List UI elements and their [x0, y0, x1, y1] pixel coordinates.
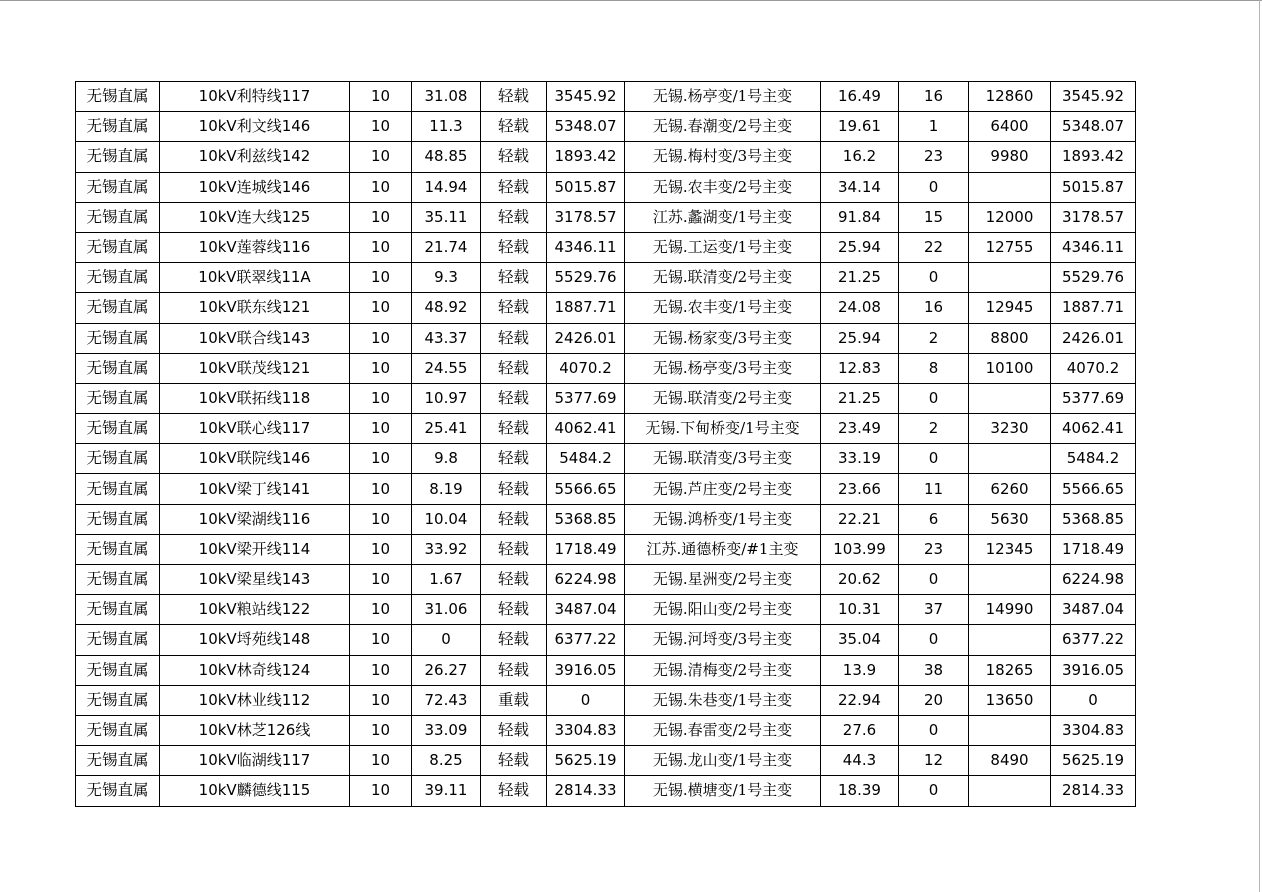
- org-cell: 无锡直属: [76, 293, 160, 323]
- capacity-cell: 5348.07: [547, 112, 625, 142]
- available-capacity-cell: 0: [1051, 685, 1136, 715]
- transformer-rate-cell: 13.9: [821, 655, 899, 685]
- load-rate-cell: 25.41: [412, 414, 481, 444]
- voltage-cell: 10: [350, 685, 412, 715]
- load-status-cell: 轻载: [481, 565, 547, 595]
- line-name-cell: 10kV利文线146: [160, 112, 350, 142]
- count-cell: 6: [899, 504, 969, 534]
- count-cell: 20: [899, 685, 969, 715]
- line-name-cell: 10kV连城线146: [160, 172, 350, 202]
- load-rate-cell: 10.97: [412, 383, 481, 413]
- line-name-cell: 10kV利兹线142: [160, 142, 350, 172]
- org-cell: 无锡直属: [76, 776, 160, 806]
- load-status-cell: 轻载: [481, 474, 547, 504]
- substation-cell: 无锡.龙山变/1号主变: [625, 746, 821, 776]
- capacity-cell: 3487.04: [547, 595, 625, 625]
- voltage-cell: 10: [350, 625, 412, 655]
- installed-capacity-cell: 12860: [969, 82, 1051, 112]
- load-rate-cell: 9.8: [412, 444, 481, 474]
- load-rate-cell: 14.94: [412, 172, 481, 202]
- capacity-cell: 4346.11: [547, 232, 625, 262]
- line-name-cell: 10kV梁开线114: [160, 534, 350, 564]
- substation-cell: 无锡.朱巷变/1号主变: [625, 685, 821, 715]
- load-rate-cell: 21.74: [412, 232, 481, 262]
- line-name-cell: 10kV联院线146: [160, 444, 350, 474]
- transformer-rate-cell: 12.83: [821, 353, 899, 383]
- line-name-cell: 10kV粮站线122: [160, 595, 350, 625]
- capacity-cell: 2814.33: [547, 776, 625, 806]
- load-status-cell: 轻载: [481, 414, 547, 444]
- count-cell: 11: [899, 474, 969, 504]
- available-capacity-cell: 3178.57: [1051, 202, 1136, 232]
- available-capacity-cell: 4346.11: [1051, 232, 1136, 262]
- installed-capacity-cell: [969, 625, 1051, 655]
- count-cell: 0: [899, 715, 969, 745]
- transformer-rate-cell: 21.25: [821, 263, 899, 293]
- voltage-cell: 10: [350, 715, 412, 745]
- load-rate-cell: 39.11: [412, 776, 481, 806]
- installed-capacity-cell: 12755: [969, 232, 1051, 262]
- installed-capacity-cell: 12000: [969, 202, 1051, 232]
- installed-capacity-cell: 14990: [969, 595, 1051, 625]
- load-status-cell: 轻载: [481, 444, 547, 474]
- table-row: [76, 715, 1136, 745]
- voltage-cell: 10: [350, 82, 412, 112]
- installed-capacity-cell: 6400: [969, 112, 1051, 142]
- capacity-cell: 4062.41: [547, 414, 625, 444]
- available-capacity-cell: 5377.69: [1051, 383, 1136, 413]
- load-rate-cell: 26.27: [412, 655, 481, 685]
- substation-cell: 无锡.联清变/3号主变: [625, 444, 821, 474]
- load-status-cell: 轻载: [481, 232, 547, 262]
- count-cell: 16: [899, 293, 969, 323]
- substation-cell: 江苏.蠡湖变/1号主变: [625, 202, 821, 232]
- line-name-cell: 10kV连大线125: [160, 202, 350, 232]
- capacity-cell: 5377.69: [547, 383, 625, 413]
- transformer-rate-cell: 22.21: [821, 504, 899, 534]
- load-status-cell: 轻载: [481, 323, 547, 353]
- count-cell: 2: [899, 414, 969, 444]
- line-name-cell: 10kV利特线117: [160, 82, 350, 112]
- transformer-rate-cell: 10.31: [821, 595, 899, 625]
- table-row: [76, 444, 1136, 474]
- capacity-cell: 3178.57: [547, 202, 625, 232]
- line-name-cell: 10kV梁湖线116: [160, 504, 350, 534]
- table-row: [76, 655, 1136, 685]
- line-name-cell: 10kV联茂线121: [160, 353, 350, 383]
- count-cell: 23: [899, 534, 969, 564]
- voltage-cell: 10: [350, 112, 412, 142]
- voltage-cell: 10: [350, 142, 412, 172]
- line-name-cell: 10kV埒苑线148: [160, 625, 350, 655]
- load-rate-cell: 8.19: [412, 474, 481, 504]
- load-rate-cell: 24.55: [412, 353, 481, 383]
- substation-cell: 无锡.阳山变/2号主变: [625, 595, 821, 625]
- voltage-cell: 10: [350, 444, 412, 474]
- available-capacity-cell: 2426.01: [1051, 323, 1136, 353]
- transformer-rate-cell: 35.04: [821, 625, 899, 655]
- voltage-cell: 10: [350, 776, 412, 806]
- available-capacity-cell: 5015.87: [1051, 172, 1136, 202]
- substation-cell: 无锡.杨家变/3号主变: [625, 323, 821, 353]
- org-cell: 无锡直属: [76, 565, 160, 595]
- substation-cell: 无锡.联清变/2号主变: [625, 383, 821, 413]
- voltage-cell: 10: [350, 655, 412, 685]
- available-capacity-cell: 1887.71: [1051, 293, 1136, 323]
- page-right-border: [1259, 0, 1260, 892]
- org-cell: 无锡直属: [76, 534, 160, 564]
- load-status-cell: 轻载: [481, 82, 547, 112]
- substation-cell: 无锡.工运变/1号主变: [625, 232, 821, 262]
- installed-capacity-cell: [969, 172, 1051, 202]
- load-rate-cell: 48.92: [412, 293, 481, 323]
- substation-cell: 无锡.春雷变/2号主变: [625, 715, 821, 745]
- load-rate-cell: 33.09: [412, 715, 481, 745]
- substation-cell: 无锡.芦庄变/2号主变: [625, 474, 821, 504]
- org-cell: 无锡直属: [76, 474, 160, 504]
- transformer-rate-cell: 33.19: [821, 444, 899, 474]
- voltage-cell: 10: [350, 504, 412, 534]
- count-cell: 8: [899, 353, 969, 383]
- capacity-cell: 6377.22: [547, 625, 625, 655]
- table-row: [76, 625, 1136, 655]
- table-row: [76, 142, 1136, 172]
- load-rate-cell: 8.25: [412, 746, 481, 776]
- available-capacity-cell: 3487.04: [1051, 595, 1136, 625]
- table-row: [76, 414, 1136, 444]
- load-status-cell: 轻载: [481, 776, 547, 806]
- substation-cell: 无锡.下甸桥变/1号主变: [625, 414, 821, 444]
- count-cell: 0: [899, 625, 969, 655]
- transformer-rate-cell: 91.84: [821, 202, 899, 232]
- available-capacity-cell: 6377.22: [1051, 625, 1136, 655]
- load-status-cell: 轻载: [481, 595, 547, 625]
- load-rate-cell: 0: [412, 625, 481, 655]
- available-capacity-cell: 3304.83: [1051, 715, 1136, 745]
- org-cell: 无锡直属: [76, 655, 160, 685]
- table-row: [76, 293, 1136, 323]
- table-row: [76, 746, 1136, 776]
- table-row: [76, 232, 1136, 262]
- table-row: [76, 172, 1136, 202]
- org-cell: 无锡直属: [76, 82, 160, 112]
- table-row: [76, 323, 1136, 353]
- org-cell: 无锡直属: [76, 142, 160, 172]
- voltage-cell: 10: [350, 595, 412, 625]
- available-capacity-cell: 5566.65: [1051, 474, 1136, 504]
- transformer-rate-cell: 34.14: [821, 172, 899, 202]
- transformer-rate-cell: 20.62: [821, 565, 899, 595]
- installed-capacity-cell: 12345: [969, 534, 1051, 564]
- transformer-rate-cell: 25.94: [821, 232, 899, 262]
- line-name-cell: 10kV联东线121: [160, 293, 350, 323]
- line-name-cell: 10kV联合线143: [160, 323, 350, 353]
- substation-cell: 无锡.河埒变/3号主变: [625, 625, 821, 655]
- load-status-cell: 轻载: [481, 293, 547, 323]
- org-cell: 无锡直属: [76, 263, 160, 293]
- load-status-cell: 轻载: [481, 353, 547, 383]
- table-row: [76, 504, 1136, 534]
- transformer-rate-cell: 25.94: [821, 323, 899, 353]
- installed-capacity-cell: 3230: [969, 414, 1051, 444]
- capacity-cell: 0: [547, 685, 625, 715]
- capacity-cell: 3916.05: [547, 655, 625, 685]
- available-capacity-cell: 5368.85: [1051, 504, 1136, 534]
- available-capacity-cell: 5625.19: [1051, 746, 1136, 776]
- voltage-cell: 10: [350, 474, 412, 504]
- transformer-rate-cell: 18.39: [821, 776, 899, 806]
- org-cell: 无锡直属: [76, 625, 160, 655]
- installed-capacity-cell: 8800: [969, 323, 1051, 353]
- count-cell: 38: [899, 655, 969, 685]
- load-status-cell: 轻载: [481, 655, 547, 685]
- capacity-cell: 5625.19: [547, 746, 625, 776]
- count-cell: 0: [899, 776, 969, 806]
- transformer-rate-cell: 21.25: [821, 383, 899, 413]
- table-row: [76, 474, 1136, 504]
- line-name-cell: 10kV联拓线118: [160, 383, 350, 413]
- capacity-cell: 1718.49: [547, 534, 625, 564]
- available-capacity-cell: 1893.42: [1051, 142, 1136, 172]
- transformer-rate-cell: 23.49: [821, 414, 899, 444]
- line-name-cell: 10kV梁星线143: [160, 565, 350, 595]
- transformer-rate-cell: 16.2: [821, 142, 899, 172]
- feeder-load-table: [75, 81, 1136, 807]
- voltage-cell: 10: [350, 746, 412, 776]
- substation-cell: 无锡.杨亭变/1号主变: [625, 82, 821, 112]
- load-rate-cell: 72.43: [412, 685, 481, 715]
- substation-cell: 无锡.联清变/2号主变: [625, 263, 821, 293]
- load-status-cell: 轻载: [481, 112, 547, 142]
- substation-cell: 无锡.农丰变/1号主变: [625, 293, 821, 323]
- available-capacity-cell: 3916.05: [1051, 655, 1136, 685]
- load-status-cell: 轻载: [481, 383, 547, 413]
- capacity-cell: 2426.01: [547, 323, 625, 353]
- voltage-cell: 10: [350, 232, 412, 262]
- load-rate-cell: 10.04: [412, 504, 481, 534]
- org-cell: 无锡直属: [76, 202, 160, 232]
- org-cell: 无锡直属: [76, 444, 160, 474]
- substation-cell: 无锡.鸿桥变/1号主变: [625, 504, 821, 534]
- count-cell: 16: [899, 82, 969, 112]
- count-cell: 1: [899, 112, 969, 142]
- count-cell: 0: [899, 172, 969, 202]
- table-row: [76, 383, 1136, 413]
- table-row: [76, 685, 1136, 715]
- load-status-cell: 轻载: [481, 202, 547, 232]
- transformer-rate-cell: 19.61: [821, 112, 899, 142]
- table-row: [76, 565, 1136, 595]
- available-capacity-cell: 4070.2: [1051, 353, 1136, 383]
- installed-capacity-cell: 10100: [969, 353, 1051, 383]
- available-capacity-cell: 2814.33: [1051, 776, 1136, 806]
- line-name-cell: 10kV林奇线124: [160, 655, 350, 685]
- load-status-cell: 轻载: [481, 504, 547, 534]
- org-cell: 无锡直属: [76, 383, 160, 413]
- line-name-cell: 10kV林业线112: [160, 685, 350, 715]
- available-capacity-cell: 5348.07: [1051, 112, 1136, 142]
- installed-capacity-cell: 5630: [969, 504, 1051, 534]
- org-cell: 无锡直属: [76, 715, 160, 745]
- voltage-cell: 10: [350, 202, 412, 232]
- substation-cell: 无锡.农丰变/2号主变: [625, 172, 821, 202]
- table-row: [76, 82, 1136, 112]
- table-row: [76, 202, 1136, 232]
- count-cell: 37: [899, 595, 969, 625]
- installed-capacity-cell: [969, 444, 1051, 474]
- line-name-cell: 10kV梁丁线141: [160, 474, 350, 504]
- org-cell: 无锡直属: [76, 172, 160, 202]
- org-cell: 无锡直属: [76, 414, 160, 444]
- transformer-rate-cell: 23.66: [821, 474, 899, 504]
- installed-capacity-cell: 8490: [969, 746, 1051, 776]
- capacity-cell: 5529.76: [547, 263, 625, 293]
- load-status-cell: 轻载: [481, 534, 547, 564]
- load-status-cell: 轻载: [481, 172, 547, 202]
- page-top-border: [0, 0, 1262, 1]
- load-status-cell: 重载: [481, 685, 547, 715]
- table-row: [76, 263, 1136, 293]
- count-cell: 22: [899, 232, 969, 262]
- installed-capacity-cell: 18265: [969, 655, 1051, 685]
- load-status-cell: 轻载: [481, 625, 547, 655]
- installed-capacity-cell: 9980: [969, 142, 1051, 172]
- voltage-cell: 10: [350, 263, 412, 293]
- substation-cell: 无锡.星洲变/2号主变: [625, 565, 821, 595]
- org-cell: 无锡直属: [76, 232, 160, 262]
- available-capacity-cell: 3545.92: [1051, 82, 1136, 112]
- available-capacity-cell: 1718.49: [1051, 534, 1136, 564]
- load-rate-cell: 9.3: [412, 263, 481, 293]
- load-rate-cell: 1.67: [412, 565, 481, 595]
- capacity-cell: 5015.87: [547, 172, 625, 202]
- line-name-cell: 10kV联心线117: [160, 414, 350, 444]
- capacity-cell: 5566.65: [547, 474, 625, 504]
- load-status-cell: 轻载: [481, 746, 547, 776]
- count-cell: 12: [899, 746, 969, 776]
- count-cell: 0: [899, 383, 969, 413]
- capacity-cell: 4070.2: [547, 353, 625, 383]
- load-status-cell: 轻载: [481, 142, 547, 172]
- load-status-cell: 轻载: [481, 715, 547, 745]
- transformer-rate-cell: 22.94: [821, 685, 899, 715]
- line-name-cell: 10kV临湖线117: [160, 746, 350, 776]
- line-name-cell: 10kV林芝126线: [160, 715, 350, 745]
- org-cell: 无锡直属: [76, 685, 160, 715]
- load-rate-cell: 31.08: [412, 82, 481, 112]
- org-cell: 无锡直属: [76, 112, 160, 142]
- transformer-rate-cell: 103.99: [821, 534, 899, 564]
- available-capacity-cell: 6224.98: [1051, 565, 1136, 595]
- substation-cell: 无锡.清梅变/2号主变: [625, 655, 821, 685]
- org-cell: 无锡直属: [76, 353, 160, 383]
- load-rate-cell: 43.37: [412, 323, 481, 353]
- org-cell: 无锡直属: [76, 504, 160, 534]
- voltage-cell: 10: [350, 534, 412, 564]
- installed-capacity-cell: [969, 715, 1051, 745]
- table-row: [76, 595, 1136, 625]
- count-cell: 0: [899, 263, 969, 293]
- voltage-cell: 10: [350, 414, 412, 444]
- installed-capacity-cell: [969, 565, 1051, 595]
- voltage-cell: 10: [350, 353, 412, 383]
- count-cell: 15: [899, 202, 969, 232]
- transformer-rate-cell: 27.6: [821, 715, 899, 745]
- available-capacity-cell: 5529.76: [1051, 263, 1136, 293]
- line-name-cell: 10kV麟德线115: [160, 776, 350, 806]
- transformer-rate-cell: 16.49: [821, 82, 899, 112]
- substation-cell: 江苏.通德桥变/#1主变: [625, 534, 821, 564]
- voltage-cell: 10: [350, 383, 412, 413]
- count-cell: 0: [899, 444, 969, 474]
- load-rate-cell: 31.06: [412, 595, 481, 625]
- capacity-cell: 3304.83: [547, 715, 625, 745]
- transformer-rate-cell: 44.3: [821, 746, 899, 776]
- table-row: [76, 353, 1136, 383]
- capacity-cell: 1893.42: [547, 142, 625, 172]
- load-status-cell: 轻载: [481, 263, 547, 293]
- voltage-cell: 10: [350, 323, 412, 353]
- load-rate-cell: 48.85: [412, 142, 481, 172]
- substation-cell: 无锡.杨亭变/3号主变: [625, 353, 821, 383]
- table-row: [76, 534, 1136, 564]
- installed-capacity-cell: [969, 263, 1051, 293]
- substation-cell: 无锡.春潮变/2号主变: [625, 112, 821, 142]
- installed-capacity-cell: 12945: [969, 293, 1051, 323]
- installed-capacity-cell: [969, 383, 1051, 413]
- installed-capacity-cell: [969, 776, 1051, 806]
- installed-capacity-cell: 6260: [969, 474, 1051, 504]
- available-capacity-cell: 5484.2: [1051, 444, 1136, 474]
- capacity-cell: 1887.71: [547, 293, 625, 323]
- capacity-cell: 3545.92: [547, 82, 625, 112]
- count-cell: 0: [899, 565, 969, 595]
- load-rate-cell: 33.92: [412, 534, 481, 564]
- available-capacity-cell: 4062.41: [1051, 414, 1136, 444]
- load-rate-cell: 35.11: [412, 202, 481, 232]
- table-row: [76, 112, 1136, 142]
- load-rate-cell: 11.3: [412, 112, 481, 142]
- line-name-cell: 10kV联翠线11A: [160, 263, 350, 293]
- capacity-cell: 5484.2: [547, 444, 625, 474]
- voltage-cell: 10: [350, 172, 412, 202]
- line-name-cell: 10kV莲蓉线116: [160, 232, 350, 262]
- org-cell: 无锡直属: [76, 746, 160, 776]
- table-row: [76, 776, 1136, 806]
- substation-cell: 无锡.梅村变/3号主变: [625, 142, 821, 172]
- voltage-cell: 10: [350, 565, 412, 595]
- voltage-cell: 10: [350, 293, 412, 323]
- transformer-rate-cell: 24.08: [821, 293, 899, 323]
- installed-capacity-cell: 13650: [969, 685, 1051, 715]
- org-cell: 无锡直属: [76, 323, 160, 353]
- capacity-cell: 6224.98: [547, 565, 625, 595]
- count-cell: 23: [899, 142, 969, 172]
- capacity-cell: 5368.85: [547, 504, 625, 534]
- org-cell: 无锡直属: [76, 595, 160, 625]
- count-cell: 2: [899, 323, 969, 353]
- substation-cell: 无锡.横塘变/1号主变: [625, 776, 821, 806]
